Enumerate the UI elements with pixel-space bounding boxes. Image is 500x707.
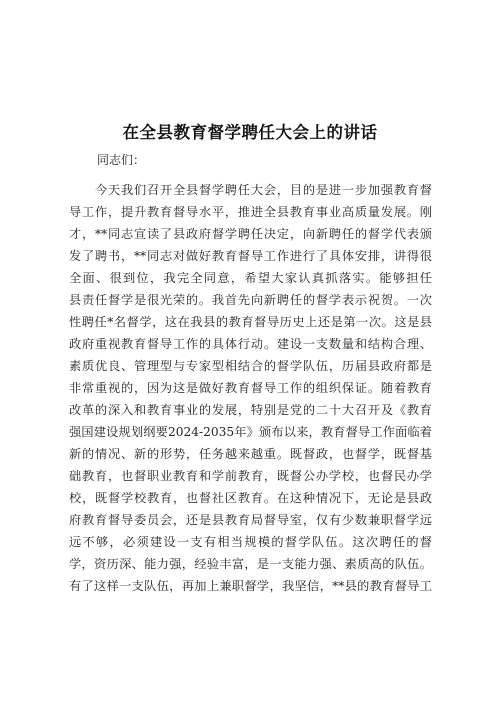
paragraph-line: 导工作，提升教育督导水平，推进全县教育事业高质量发展。刚	[69, 205, 432, 219]
paragraph-line: 府教育督导委员会，还是县教育局督导室，仅有少数兼职督学远	[69, 513, 432, 527]
page-title: 在全县教育督学聘任大会上的讲话	[122, 123, 378, 142]
salutation: 同志们：	[97, 153, 146, 167]
paragraph-line: 校，既督学校教育，也督社区教育。在这种情况下，无论是县政	[69, 491, 432, 505]
paragraph-line: 远不够，必须建设一支有相当规模的督学队伍。这次聘任的督	[69, 535, 432, 549]
paragraph-line: 新的情况、新的形势，任务越来越重。既督政，也督学，既督基	[69, 447, 432, 461]
paragraph-line: 政府重视教育督导工作的具体行动。建设一支数量和结构合理、	[69, 337, 432, 351]
paragraph-line: 今天我们召开全县督学聘任大会，目的是进一步加强教育督	[95, 183, 432, 197]
paragraph-line: 才，**同志宣读了县政府督学聘任决定，向新聘任的督学代表颁	[69, 227, 432, 241]
paragraph-line: 学，资历深、能力强，经验丰富，是一支能力强、素质高的队伍。	[69, 557, 432, 571]
paragraph-line: 有了这样一支队伍，再加上兼职督学，我坚信，**县的教育督导工	[69, 579, 432, 593]
paragraph-line: 县责任督学是很光荣的。我首先向新聘任的督学表示祝贺。一次	[69, 293, 432, 307]
paragraph-line: 全面、很到位，我完全同意，希望大家认真抓落实。能够担任	[69, 271, 432, 285]
paragraph-line: 改革的深入和教育事业的发展，特别是党的二十大召开及《教育	[69, 403, 432, 417]
paragraph-line: 素质优良、管理型与专家型相结合的督学队伍，历届县政府都是	[69, 359, 432, 373]
paragraph-line: 础教育，也督职业教育和学前教育，既督公办学校，也督民办学	[69, 469, 432, 483]
paragraph-line: 非常重视的，因为这是做好教育督导工作的组织保证。随着教育	[69, 381, 432, 395]
paragraph-line: 性聘任*名督学，这在我县的教育督导历史上还是第一次。这是县	[69, 315, 432, 329]
paragraph-line: 强国建设规划纲要2024-2035年》颁布以来，教育督导工作面临着	[69, 425, 432, 439]
paragraph-line: 发了聘书，**同志对做好教育督导工作进行了具体安排，讲得很	[69, 249, 432, 263]
